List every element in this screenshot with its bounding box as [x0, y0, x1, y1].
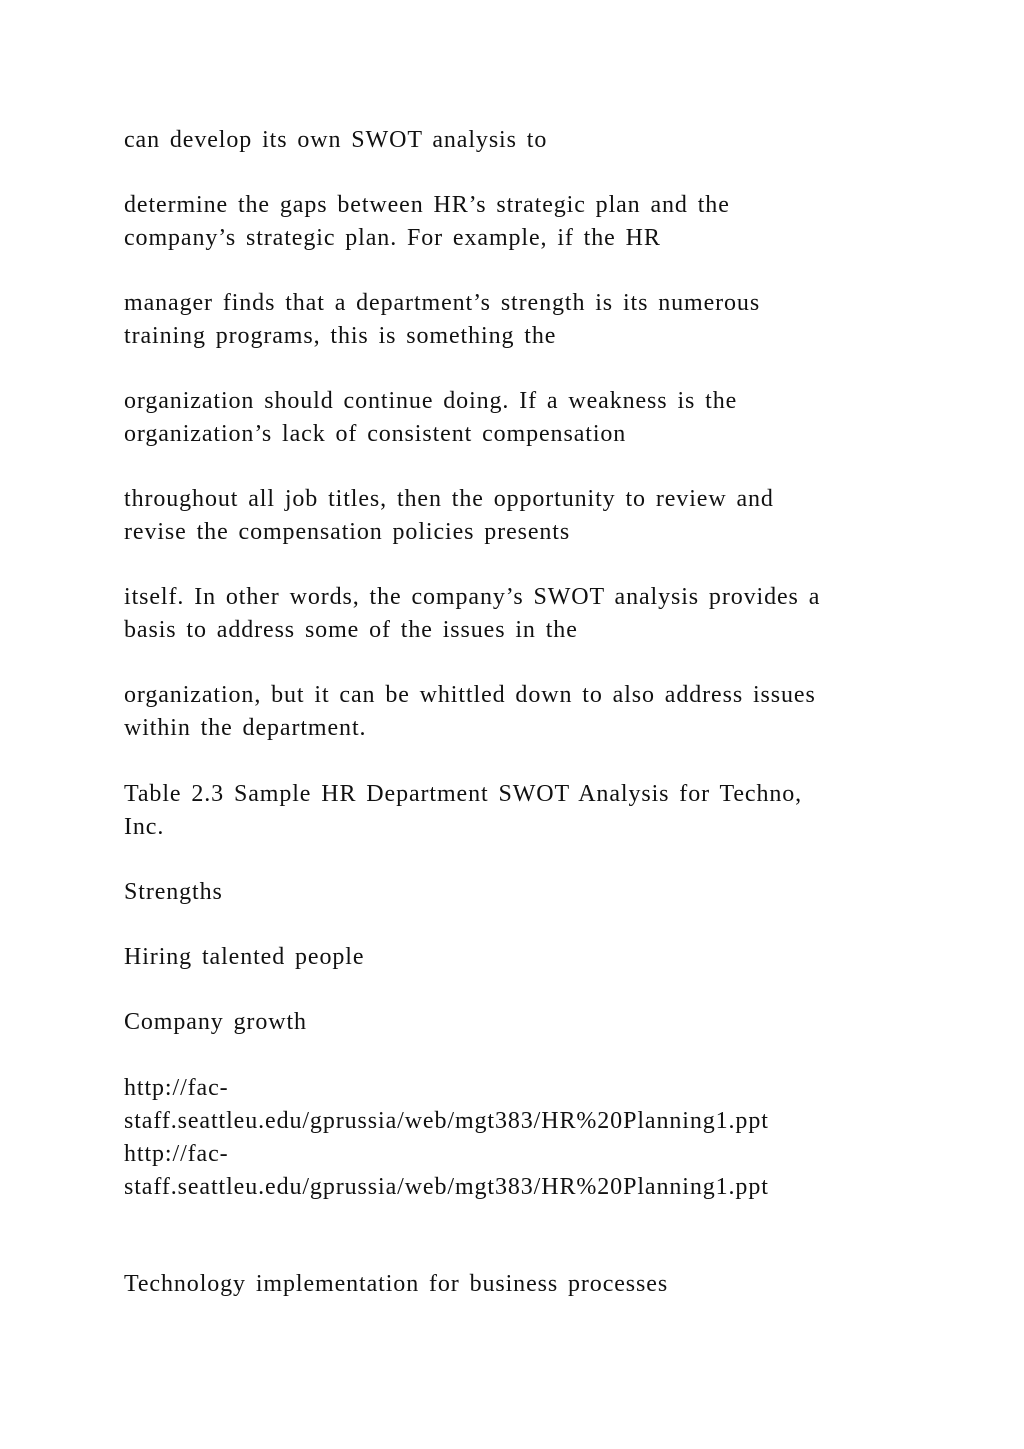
body-text-line: itself. In other words, the company’s SWOT analysis provides a — [124, 584, 821, 610]
body-text-line: basis to address some of the issues in the — [124, 617, 578, 643]
table-caption-line: Table 2.3 Sample HR Department SWOT Analysis for Techno, — [124, 781, 803, 807]
body-text-line: training programs, this is something the — [124, 323, 557, 349]
list-item: Technology implementation for business processes — [124, 1271, 669, 1297]
section-heading-strengths: Strengths — [124, 879, 223, 905]
body-text-line: organization should continue doing. If a weakness is the — [124, 388, 738, 414]
body-text-line: company’s strategic plan. For example, if the HR — [124, 225, 661, 251]
url-text-line: http://fac- — [124, 1075, 229, 1101]
body-text-line: throughout all job titles, then the opportunity to review and — [124, 486, 774, 512]
body-text-line: revise the compensation policies presents — [124, 519, 571, 545]
url-text-line: http://fac- — [124, 1141, 229, 1167]
body-text-line: organization’s lack of consistent compensation — [124, 421, 627, 447]
table-caption-line: Inc. — [124, 814, 165, 840]
body-text-line: organization, but it can be whittled down to also address issues — [124, 682, 816, 708]
list-item: Company growth — [124, 1009, 307, 1035]
body-text-line: determine the gaps between HR’s strategic plan and the — [124, 192, 730, 218]
body-text-line: can develop its own SWOT analysis to — [124, 127, 548, 153]
body-text-line: within the department. — [124, 715, 367, 741]
url-text-line: staff.seattleu.edu/gprussia/web/mgt383/HR%20Planning1.ppt — [124, 1174, 769, 1200]
list-item: Hiring talented people — [124, 944, 365, 970]
body-text-line: manager finds that a department’s strength is its numerous — [124, 290, 761, 316]
url-text-line: staff.seattleu.edu/gprussia/web/mgt383/HR%20Planning1.ppt — [124, 1108, 769, 1134]
